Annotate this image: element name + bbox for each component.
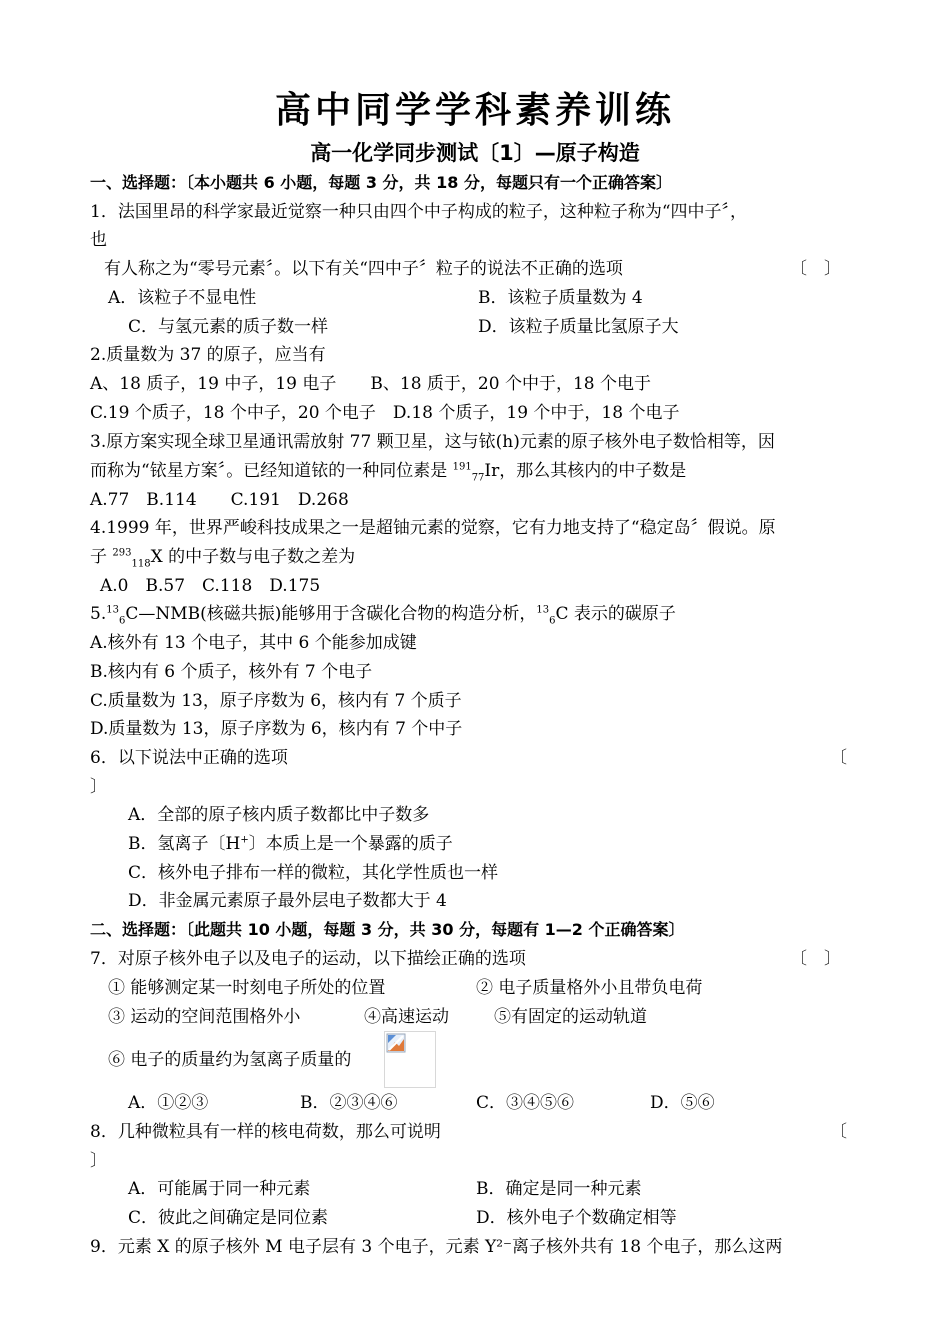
q5-atomic-number: 6 (118, 615, 126, 627)
q1-option-d: D．该粒子质量比氢原子大 (478, 317, 679, 337)
q2-options-ab: A、18 质子，19 中子，19 电子 B、18 质于，20 个中于，18 个电于 (90, 374, 651, 394)
q8-bracket-close: 〕 (90, 1151, 107, 1171)
q5-mass-number: 13 (106, 604, 119, 616)
q6-bracket-close: 〕 (90, 777, 107, 797)
q5-option-d: D.质量数为 13，原子序数为 6，核内有 7 个中子 (90, 719, 463, 739)
q7-option-a: A．①②③ (128, 1093, 209, 1113)
section-2-heading: 二、选择题：〔此题共 10 小题，每题 3 分，共 30 分，每题有 1—2 个正确答案〕 (90, 920, 685, 939)
q1-option-b: B．该粒子质量数为 4 (478, 288, 643, 308)
broken-image-icon (386, 1033, 406, 1053)
q7-item-4: ④高速运动 (364, 1007, 449, 1027)
q6-option-b-pre: B．氢离子〔H (128, 834, 241, 854)
q7-stem: 7．对原子核外电子以及电子的运动，以下描绘正确的选项 (90, 949, 526, 969)
q6-option-b (128, 833, 453, 855)
sub-title: 高一化学同步测试〔1〕—原子构造 (310, 141, 640, 165)
q3-line2-post: Ir，那么其核内的中子数是 (484, 461, 687, 481)
q7-answer-bracket: 〔 〕 (790, 949, 841, 969)
q6-option-c: C．核外电子排布一样的微粒，其化学性质也一样 (128, 863, 499, 883)
q8-option-b: B．确定是同一种元素 (476, 1179, 642, 1199)
q2-options-cd: C.19 个质子，18 个中子，20 个电子 D.18 个质子，19 个中于，18 个电子 (90, 403, 680, 423)
q3-line2-pre: 而称为“铱星方案〞。已经知道铱的一种同位素是 (90, 461, 453, 481)
q5-atomic-number-2: 6 (549, 615, 556, 627)
q5-mid: C—NMB(核磁共振)能够用于含碳化合物的构造分析， (125, 604, 537, 624)
q7-item-3: ③ 运动的空间范围格外小 (108, 1007, 301, 1027)
q4-line2-pre: 子 (90, 547, 113, 567)
q8-option-c: C．彼此之间确定是同位素 (128, 1208, 329, 1228)
q6-option-b-post: 〕本质上是一个暴露的质子 (248, 834, 453, 854)
q3-atomic-number: 77 (471, 472, 485, 484)
q5-mass-number-2: 13 (536, 604, 550, 616)
q3-options: A.77 B.114 C.191 D.268 (90, 490, 349, 510)
q4-options: A.0 B.57 C.118 D.175 (100, 576, 321, 596)
q8-option-a: A．可能属于同一种元素 (128, 1179, 311, 1199)
q1-line1: 1．法国里昂的科学家最近觉察一种只由四个中子构成的粒子，这种粒子称为“四中子〞， (90, 202, 748, 222)
q7-option-c: C．③④⑤⑥ (476, 1093, 575, 1113)
q8-option-d: D．核外电子个数确定相等 (476, 1208, 677, 1228)
q5-option-a: A.核外有 13 个电子，其中 6 个能参加成键 (90, 633, 417, 653)
q1-option-c: C．与氢元素的质子数一样 (128, 317, 329, 337)
q9-line1: 9．元素 X 的原子核外 M 电子层有 3 个电子，元素 Y²⁻离子核外共有 18 个电子，那么这两 (90, 1237, 783, 1257)
q7-item-2: ② 电子质量格外小且带负电荷 (476, 978, 703, 998)
q5-option-c: C.质量数为 13，原子序数为 6，核内有 7 个质子 (90, 691, 462, 711)
q4-line2-post: X 的中子数与电子数之差为 (150, 547, 356, 567)
q7-item-5: ⑤有固定的运动轨道 (494, 1007, 647, 1027)
section-1-heading: 一、选择题：〔本小题共 6 小题，每题 3 分，共 18 分，每题只有一个正确答案〕 (90, 173, 672, 192)
q1-option-a: A．该粒子不显电性 (108, 288, 257, 308)
q5-end: C 表示的碳原子 (555, 604, 676, 624)
q5-option-b: B.核内有 6 个质子，核外有 7 个电子 (90, 662, 373, 682)
main-title: 高中同学学科素养训练 (274, 90, 675, 131)
q3-line1: 3.原方案实现全球卫星通讯需放射 77 颗卫星，这与铱(h)元素的原子核外电子数恰相等，因 (90, 432, 775, 452)
fraction-image-placeholder (384, 1031, 436, 1088)
q4-atomic-number: 118 (131, 558, 151, 570)
q7-option-b: B．②③④⑥ (300, 1093, 398, 1113)
q7-item-1: ① 能够测定某一时刻电子所处的位置 (108, 978, 386, 998)
q6-option-a: A．全部的原子核内质子数都比中子数多 (128, 805, 430, 825)
q4-mass-number: 293 (112, 547, 132, 559)
q6-bracket-open: 〔 (830, 748, 847, 768)
q7-option-d: D．⑤⑥ (650, 1093, 715, 1113)
q8-stem: 8．几种微粒具有一样的核电荷数，那么可说明 (90, 1122, 441, 1142)
q4-line1: 4.1999 年，世界严峻科技成果之一是超铀元素的觉察，它有力地支持了“稳定岛〞假说。原 (90, 518, 776, 538)
q6-option-b-sup: + (240, 834, 249, 846)
q4-line2 (90, 546, 355, 568)
q6-option-d: D．非金属元素原子最外层电子数都大于 4 (128, 891, 447, 911)
q7-item-6: ⑥ 电子的质量约为氢离子质量的 (108, 1050, 352, 1070)
q2-stem: 2.质量数为 37 的原子，应当有 (90, 345, 326, 365)
q3-line2 (90, 460, 686, 482)
q1-line3: 有人称之为“零号元素〞。以下有关“四中子〞粒子的说法不正确的选项 (104, 259, 623, 279)
q1-line2: 也 (90, 230, 107, 250)
q8-bracket-open: 〔 (830, 1122, 847, 1142)
q6-stem: 6．以下说法中正确的选项 (90, 748, 288, 768)
q5-prefix: 5. (90, 604, 107, 624)
q5-stem (90, 603, 676, 625)
q3-mass-number: 191 (452, 461, 472, 473)
q1-answer-bracket: 〔 〕 (790, 259, 841, 279)
